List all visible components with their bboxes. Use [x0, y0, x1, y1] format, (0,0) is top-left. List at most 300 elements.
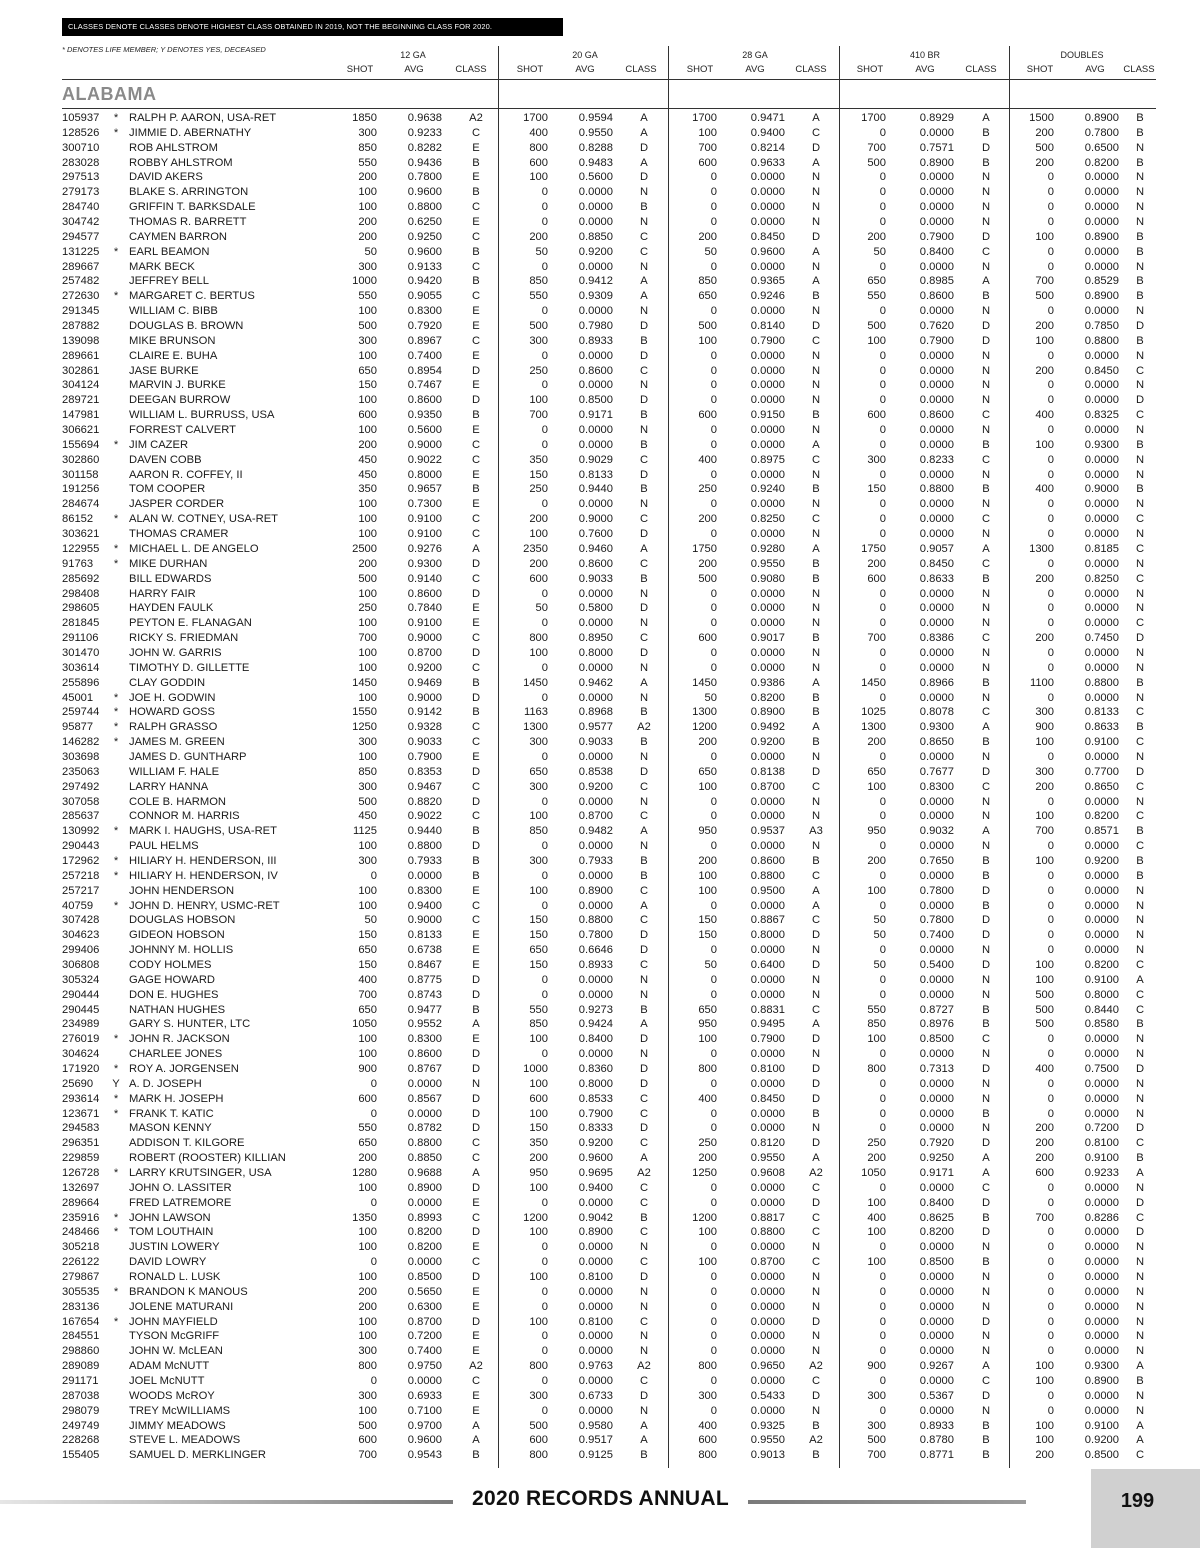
shot-20ga: 0	[541, 750, 548, 763]
subheader-class: CLASS	[455, 64, 487, 75]
table-row	[0, 1136, 1200, 1151]
shot-doubles: 0	[1047, 899, 1054, 912]
avg-28ga: 0.0000	[750, 1285, 785, 1298]
avg-410br: 0.0000	[919, 438, 954, 451]
class-12ga: E	[472, 498, 480, 511]
shot-410br: 0	[879, 126, 886, 139]
avg-28ga: 0.8867	[750, 914, 785, 927]
shot-12ga: 200	[358, 230, 377, 243]
shot-20ga: 200	[529, 1152, 548, 1165]
avg-28ga: 0.9080	[750, 572, 785, 585]
class-20ga: N	[639, 1241, 649, 1254]
member-id: 167654	[62, 1315, 100, 1328]
class-410br: B	[982, 854, 990, 867]
shot-doubles: 100	[1035, 334, 1054, 347]
shot-20ga: 100	[529, 1077, 548, 1090]
table-row	[0, 795, 1200, 810]
avg-28ga: 0.9600	[750, 245, 785, 258]
shot-28ga: 0	[710, 750, 717, 763]
avg-12ga: 0.9469	[407, 676, 442, 689]
class-12ga: B	[472, 869, 480, 882]
avg-28ga: 0.9365	[750, 275, 785, 288]
avg-410br: 0.7677	[919, 765, 954, 778]
member-id: 300710	[62, 141, 100, 154]
member-id: 235063	[62, 765, 100, 778]
avg-410br: 0.0000	[919, 795, 954, 808]
shot-doubles: 0	[1047, 1300, 1054, 1313]
table-row	[0, 393, 1200, 408]
member-name: WILLIAM F. HALE	[129, 765, 220, 778]
shot-12ga: 1000	[352, 275, 377, 288]
member-id: 289667	[62, 260, 100, 273]
class-12ga: C	[471, 721, 481, 734]
avg-410br: 0.0000	[919, 305, 954, 318]
member-name: GIDEON HOBSON	[129, 929, 225, 942]
table-row	[0, 1211, 1200, 1226]
avg-12ga: 0.9400	[407, 899, 442, 912]
avg-doubles: 0.9100	[1084, 1152, 1119, 1165]
class-12ga: C	[471, 1137, 481, 1150]
class-28ga: A2	[809, 1434, 823, 1447]
member-id: 298408	[62, 587, 100, 600]
avg-12ga: 0.9552	[407, 1018, 442, 1031]
avg-28ga: 0.0000	[750, 1048, 785, 1061]
shot-12ga: 650	[358, 364, 377, 377]
class-28ga: N	[811, 840, 821, 853]
shot-410br: 0	[879, 528, 886, 541]
class-12ga: C	[471, 260, 481, 273]
avg-28ga: 0.0000	[750, 1271, 785, 1284]
avg-doubles: 0.0000	[1084, 1092, 1119, 1105]
shot-doubles: 400	[1035, 409, 1054, 422]
avg-doubles: 0.7450	[1084, 632, 1119, 645]
class-12ga: B	[472, 1003, 480, 1016]
avg-410br: 0.0000	[919, 810, 954, 823]
class-410br: A	[982, 1152, 990, 1165]
shot-doubles: 0	[1047, 513, 1054, 526]
table-row	[0, 1032, 1200, 1047]
avg-410br: 0.7400	[919, 929, 954, 942]
class-410br: N	[981, 171, 991, 184]
shot-12ga: 700	[358, 632, 377, 645]
class-20ga: N	[639, 661, 649, 674]
class-doubles: C	[1135, 736, 1145, 749]
shot-410br: 0	[879, 1271, 886, 1284]
member-name: TREY McWILLIAMS	[129, 1404, 231, 1417]
avg-12ga: 0.9100	[407, 617, 442, 630]
avg-12ga: 0.9700	[407, 1419, 442, 1432]
avg-12ga: 0.9600	[407, 245, 442, 258]
avg-410br: 0.0000	[919, 1285, 954, 1298]
footer-rule-left	[0, 1500, 453, 1504]
avg-12ga: 0.9000	[407, 914, 442, 927]
shot-doubles: 0	[1047, 661, 1054, 674]
shot-410br: 300	[867, 1389, 886, 1402]
avg-28ga: 0.0000	[750, 424, 785, 437]
shot-20ga: 1200	[523, 1211, 548, 1224]
class-doubles: N	[1135, 1092, 1145, 1105]
shot-20ga: 300	[529, 334, 548, 347]
avg-doubles: 0.0000	[1084, 1404, 1119, 1417]
class-20ga: D	[639, 1271, 649, 1284]
avg-12ga: 0.8133	[407, 929, 442, 942]
avg-20ga: 0.0000	[578, 1241, 613, 1254]
member-id: 302860	[62, 453, 100, 466]
shot-20ga: 0	[541, 305, 548, 318]
class-12ga: D	[471, 1048, 481, 1061]
subheader-class: CLASS	[965, 64, 997, 75]
class-12ga: D	[471, 364, 481, 377]
shot-12ga: 100	[358, 884, 377, 897]
class-20ga: B	[640, 334, 648, 347]
avg-doubles: 0.8580	[1084, 1018, 1119, 1031]
class-12ga: B	[472, 409, 480, 422]
shot-12ga: 700	[358, 988, 377, 1001]
avg-20ga: 0.8100	[578, 1271, 613, 1284]
avg-28ga: 0.0000	[750, 1196, 785, 1209]
shot-410br: 400	[867, 1211, 886, 1224]
shot-doubles: 200	[1035, 156, 1054, 169]
avg-410br: 0.0000	[919, 513, 954, 526]
avg-28ga: 0.9240	[750, 483, 785, 496]
avg-12ga: 0.0000	[407, 869, 442, 882]
shot-12ga: 100	[358, 186, 377, 199]
avg-28ga: 0.9400	[750, 126, 785, 139]
class-410br: B	[982, 1419, 990, 1432]
shot-28ga: 950	[698, 1018, 717, 1031]
avg-12ga: 0.8967	[407, 334, 442, 347]
class-28ga: C	[811, 1256, 821, 1269]
avg-410br: 0.0000	[919, 973, 954, 986]
table-row	[0, 884, 1200, 899]
class-28ga: N	[811, 602, 821, 615]
class-20ga: B	[640, 1211, 648, 1224]
member-flag: *	[113, 736, 119, 749]
class-doubles: B	[1136, 438, 1144, 451]
shot-410br: 0	[879, 691, 886, 704]
member-flag: *	[113, 1092, 119, 1105]
shot-20ga: 0	[541, 186, 548, 199]
avg-doubles: 0.8200	[1084, 156, 1119, 169]
class-28ga: C	[811, 513, 821, 526]
avg-20ga: 0.7980	[578, 320, 613, 333]
class-410br: N	[981, 201, 991, 214]
shot-12ga: 1350	[352, 1211, 377, 1224]
member-flag: *	[113, 1211, 119, 1224]
avg-28ga: 0.0000	[750, 1315, 785, 1328]
member-name: FRED LATREMORE	[129, 1196, 232, 1209]
avg-20ga: 0.7900	[578, 1107, 613, 1120]
class-12ga: D	[471, 587, 481, 600]
member-flag: *	[113, 869, 119, 882]
member-id: 299406	[62, 944, 100, 957]
class-12ga: C	[471, 780, 481, 793]
class-12ga: B	[472, 706, 480, 719]
class-410br: N	[981, 661, 991, 674]
class-20ga: C	[639, 513, 649, 526]
table-row	[0, 1255, 1200, 1270]
avg-410br: 0.0000	[919, 349, 954, 362]
class-20ga: A	[640, 275, 648, 288]
class-410br: A	[982, 112, 990, 124]
class-28ga: N	[811, 305, 821, 318]
avg-20ga: 0.9200	[578, 1137, 613, 1150]
shot-12ga: 300	[358, 260, 377, 273]
table-row	[0, 1166, 1200, 1181]
avg-410br: 0.0000	[919, 869, 954, 882]
class-12ga: C	[471, 1375, 481, 1388]
member-name: JOE H. GODWIN	[129, 691, 216, 704]
avg-12ga: 0.9133	[407, 260, 442, 273]
avg-doubles: 0.9100	[1084, 736, 1119, 749]
avg-20ga: 0.0000	[578, 988, 613, 1001]
member-id: 139098	[62, 334, 100, 347]
avg-20ga: 0.9029	[578, 453, 613, 466]
avg-12ga: 0.8600	[407, 394, 442, 407]
class-410br: N	[981, 750, 991, 763]
avg-410br: 0.0000	[919, 498, 954, 511]
avg-410br: 0.0000	[919, 1300, 954, 1313]
class-12ga: E	[472, 216, 480, 229]
shot-28ga: 100	[698, 334, 717, 347]
class-doubles: N	[1135, 1345, 1145, 1358]
shot-28ga: 0	[710, 201, 717, 214]
member-id: 297513	[62, 171, 100, 184]
member-name: MARK H. JOSEPH	[129, 1092, 224, 1105]
avg-12ga: 0.8993	[407, 1211, 442, 1224]
member-name: LARRY HANNA	[129, 780, 209, 793]
shot-20ga: 100	[529, 884, 548, 897]
class-28ga: B	[812, 572, 820, 585]
avg-20ga: 0.8100	[578, 1315, 613, 1328]
shot-12ga: 100	[358, 349, 377, 362]
shot-12ga: 850	[358, 141, 377, 154]
shot-28ga: 0	[710, 186, 717, 199]
member-flag: *	[113, 1063, 119, 1075]
class-12ga: E	[472, 1404, 480, 1417]
class-28ga: N	[811, 795, 821, 808]
avg-12ga: 0.7933	[407, 854, 442, 867]
avg-20ga: 0.8950	[578, 632, 613, 645]
table-row	[0, 1225, 1200, 1240]
shot-20ga: 600	[529, 1092, 548, 1105]
avg-410br: 0.0000	[919, 988, 954, 1001]
class-doubles: A	[1136, 1360, 1144, 1373]
avg-410br: 0.0000	[919, 201, 954, 214]
table-row	[0, 646, 1200, 661]
class-410br: B	[982, 869, 990, 882]
class-410br: N	[981, 305, 991, 318]
shot-doubles: 700	[1035, 1211, 1054, 1224]
class-20ga: C	[639, 245, 649, 258]
shot-410br: 0	[879, 840, 886, 853]
member-id: 305535	[62, 1285, 100, 1298]
avg-410br: 0.8966	[919, 676, 954, 689]
shot-20ga: 200	[529, 513, 548, 526]
class-28ga: D	[811, 320, 821, 333]
shot-12ga: 300	[358, 854, 377, 867]
avg-doubles: 0.8325	[1084, 409, 1119, 422]
class-doubles: N	[1135, 1404, 1145, 1417]
shot-28ga: 0	[710, 899, 717, 912]
class-20ga: N	[639, 216, 649, 229]
class-28ga: N	[811, 498, 821, 511]
class-12ga: B	[472, 854, 480, 867]
avg-20ga: 0.9517	[578, 1434, 613, 1447]
avg-28ga: 0.8700	[750, 780, 785, 793]
avg-20ga: 0.0000	[578, 1375, 613, 1388]
avg-20ga: 0.0000	[578, 260, 613, 273]
avg-20ga: 0.9400	[578, 1181, 613, 1194]
avg-12ga: 0.9022	[407, 810, 442, 823]
class-28ga: B	[812, 1107, 820, 1120]
class-410br: D	[981, 884, 991, 897]
class-28ga: D	[811, 1092, 821, 1105]
shot-doubles: 0	[1047, 349, 1054, 362]
member-name: COLE B. HARMON	[129, 795, 226, 808]
avg-doubles: 0.0000	[1084, 661, 1119, 674]
avg-doubles: 0.8633	[1084, 721, 1119, 734]
shot-410br: 0	[879, 587, 886, 600]
class-12ga: E	[472, 602, 480, 615]
shot-28ga: 0	[710, 1122, 717, 1135]
shot-28ga: 150	[698, 914, 717, 927]
member-flag: *	[113, 1107, 119, 1120]
shot-28ga: 800	[698, 1449, 717, 1462]
shot-28ga: 950	[698, 825, 717, 838]
class-410br: A	[982, 1360, 990, 1373]
shot-410br: 0	[879, 795, 886, 808]
shot-doubles: 100	[1035, 973, 1054, 986]
avg-doubles: 0.0000	[1084, 602, 1119, 615]
avg-12ga: 0.8900	[407, 1181, 442, 1194]
class-410br: N	[981, 1271, 991, 1284]
shot-410br: 0	[879, 944, 886, 957]
avg-410br: 0.8400	[919, 245, 954, 258]
shot-12ga: 600	[358, 1092, 377, 1105]
shot-28ga: 500	[698, 320, 717, 333]
group-header-410br: 410 BR	[909, 50, 941, 60]
member-name: MIKE BRUNSON	[129, 334, 216, 347]
class-28ga: B	[812, 854, 820, 867]
class-12ga: E	[472, 958, 480, 971]
avg-28ga: 0.9608	[750, 1167, 785, 1180]
shot-doubles: 900	[1035, 721, 1054, 734]
avg-doubles: 0.8571	[1084, 825, 1119, 838]
class-20ga: N	[639, 973, 649, 986]
shot-doubles: 0	[1047, 379, 1054, 392]
shot-28ga: 0	[710, 602, 717, 615]
class-410br: N	[981, 810, 991, 823]
subheader-class: CLASS	[795, 64, 827, 75]
table-row	[0, 245, 1200, 260]
avg-20ga: 0.9000	[578, 513, 613, 526]
shot-20ga: 0	[541, 973, 548, 986]
member-name: JOHN MAYFIELD	[129, 1315, 218, 1328]
shot-12ga: 500	[358, 320, 377, 333]
shot-doubles: 0	[1047, 944, 1054, 957]
shot-410br: 0	[879, 394, 886, 407]
class-410br: D	[981, 334, 991, 347]
class-doubles: C	[1135, 513, 1145, 526]
avg-20ga: 0.9594	[578, 112, 613, 124]
class-doubles: C	[1135, 409, 1145, 422]
shot-28ga: 250	[698, 1137, 717, 1150]
class-12ga: E	[472, 171, 480, 184]
avg-doubles: 0.9100	[1084, 1419, 1119, 1432]
avg-28ga: 0.8200	[750, 691, 785, 704]
member-name: WILLIAM L. BURRUSS, USA	[129, 409, 275, 422]
avg-20ga: 0.8900	[578, 1226, 613, 1239]
member-name: A. D. JOSEPH	[129, 1077, 202, 1090]
shot-410br: 700	[867, 632, 886, 645]
class-410br: N	[981, 1048, 991, 1061]
avg-doubles: 0.7200	[1084, 1122, 1119, 1135]
member-id: 289661	[62, 349, 100, 362]
shot-410br: 0	[879, 661, 886, 674]
table-row	[0, 1062, 1200, 1077]
shot-410br: 650	[867, 275, 886, 288]
avg-12ga: 0.8782	[407, 1122, 442, 1135]
class-12ga: D	[471, 988, 481, 1001]
class-12ga: B	[472, 186, 480, 199]
avg-20ga: 0.0000	[578, 587, 613, 600]
class-12ga: E	[472, 884, 480, 897]
avg-12ga: 0.5600	[407, 424, 442, 437]
table-row	[0, 349, 1200, 364]
member-flag: *	[113, 1285, 119, 1298]
avg-doubles: 0.0000	[1084, 840, 1119, 853]
class-doubles: C	[1135, 1211, 1145, 1224]
avg-doubles: 0.0000	[1084, 1226, 1119, 1239]
avg-410br: 0.8600	[919, 290, 954, 303]
shot-12ga: 1450	[352, 676, 377, 689]
avg-410br: 0.8625	[919, 1211, 954, 1224]
class-410br: C	[981, 632, 991, 645]
class-12ga: C	[471, 661, 481, 674]
shot-doubles: 200	[1035, 780, 1054, 793]
class-20ga: D	[639, 320, 649, 333]
member-name: ROB AHLSTROM	[129, 141, 218, 154]
avg-410br: 0.8600	[919, 409, 954, 422]
shot-doubles: 0	[1047, 1256, 1054, 1269]
shot-410br: 0	[879, 364, 886, 377]
class-28ga: A	[812, 1018, 820, 1031]
table-row	[0, 988, 1200, 1003]
shot-410br: 150	[867, 483, 886, 496]
class-doubles: N	[1135, 795, 1145, 808]
avg-doubles: 0.8900	[1084, 1375, 1119, 1388]
class-28ga: C	[811, 1181, 821, 1194]
class-12ga: E	[472, 320, 480, 333]
avg-12ga: 0.6738	[407, 944, 442, 957]
avg-20ga: 0.9550	[578, 126, 613, 139]
member-name: JASE BURKE	[129, 364, 199, 377]
member-id: 297492	[62, 780, 100, 793]
class-20ga: B	[640, 572, 648, 585]
shot-doubles: 0	[1047, 1389, 1054, 1402]
class-12ga: D	[471, 1107, 481, 1120]
avg-20ga: 0.8500	[578, 394, 613, 407]
avg-12ga: 0.7467	[407, 379, 442, 392]
class-20ga: A2	[637, 1167, 651, 1180]
class-28ga: N	[811, 1404, 821, 1417]
avg-doubles: 0.0000	[1084, 1389, 1119, 1402]
avg-doubles: 0.0000	[1084, 884, 1119, 897]
avg-410br: 0.0000	[919, 1077, 954, 1090]
shot-410br: 50	[873, 958, 886, 971]
shot-12ga: 1250	[352, 721, 377, 734]
